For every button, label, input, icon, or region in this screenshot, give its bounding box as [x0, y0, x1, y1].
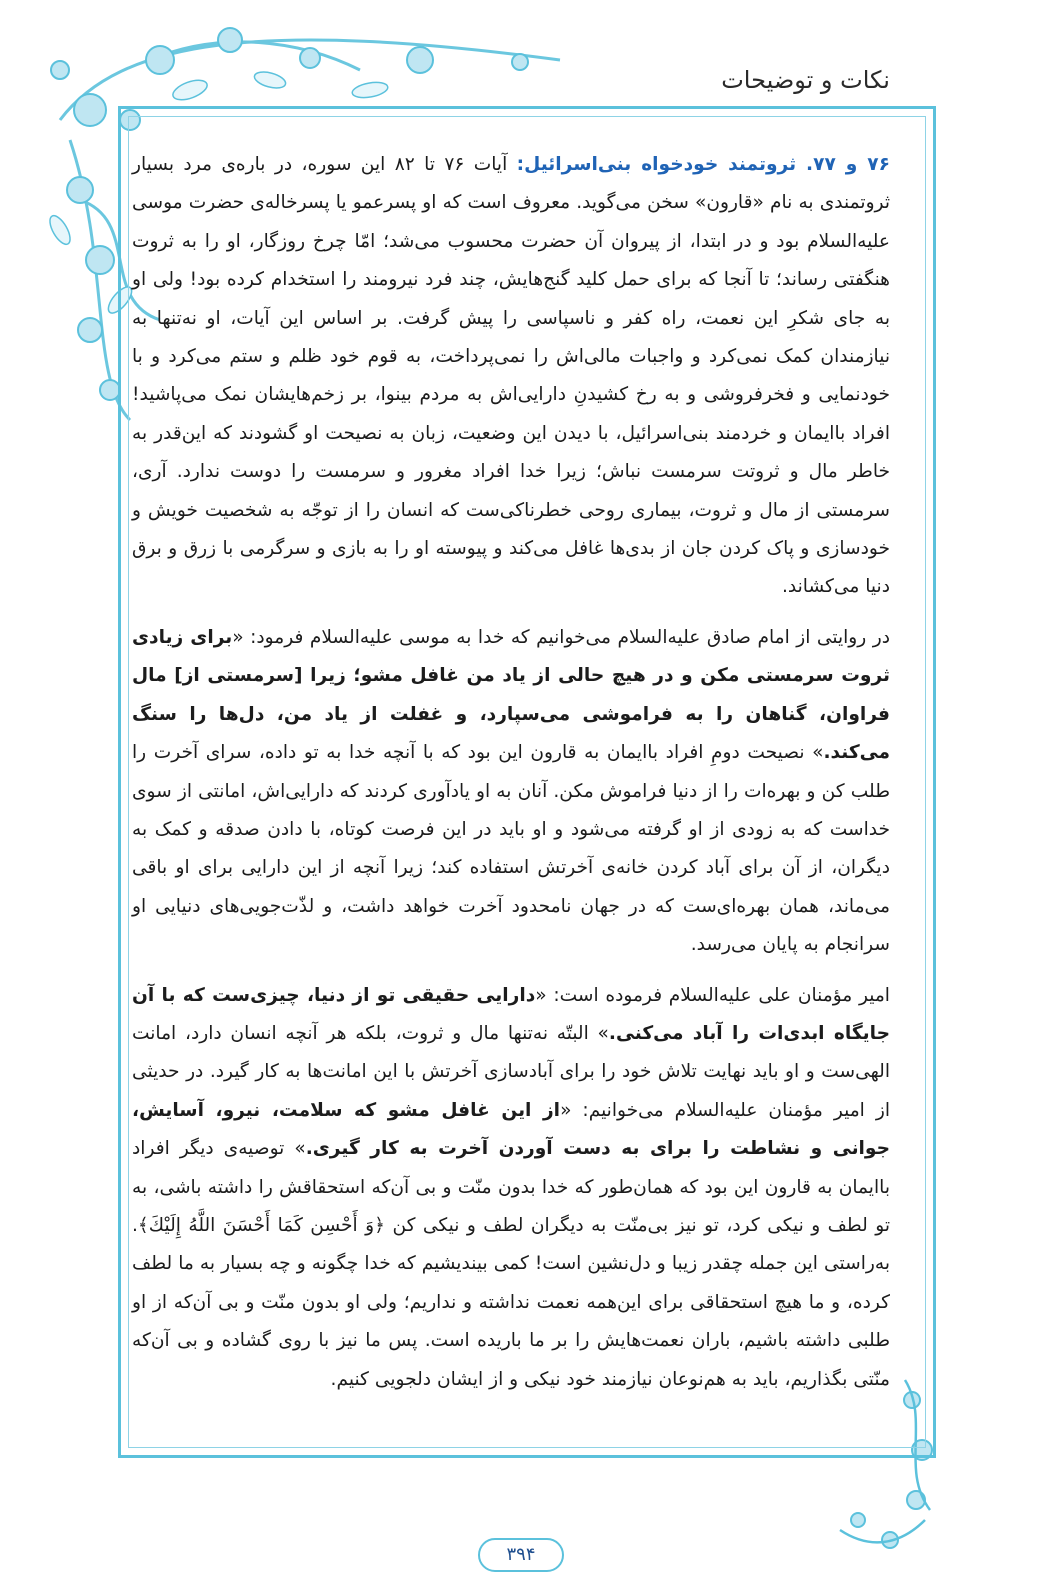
paragraph-1-text: آیات ۷۶ تا ۸۲ این سوره، در باره‌ی مرد بسیار ثروتمندی به نام «قارون» سخن می‌گوید. معروف است که او پسرعمو یا پسرخاله‌ی حضرت موسی علیه‌السلام بود و در ابتدا، از پیروان آن حضرت محسوب می‌شد؛ امّا چرخ روزگار، او را به ثروت هنگفتی رساند؛ تا آنجا که برای حمل کلید گنج‌هایش، چند فرد نیرومند را استخدام کرده بود! ولی او به جای شکرِ این نعمت، راه کفر و ناسپاسی را پیش گرفت. بر اساس این آیات، او نه‌تنها به نیازمندان کمک نمی‌کرد و واجبات مالی‌اش را نمی‌پرداخت، به قوم خود ظلم و ستم می‌کرد و با خودنمایی و فخرفروشی و به رخ کشیدنِ دارایی‌اش به مردم بینوا، بر زخم‌هایشان نمک می‌پاشید! افراد باایمان و خردمند بنی‌اسرائیل، با دیدن این وضعیت، زبان به نصیحت او گشودند که این‌قدر به خاطر مال و ثروتت سرمست نباش؛ زیرا خدا افراد مغرور و سرمست را دوست ندارد. آری، سرمستی از مال و ثروت، بیماری روحی خطرناکی‌ست که انسان را از توجّه به شخصیت خویش و خودسازی و پاک کردن جان از بدی‌ها غافل می‌کند و پیوسته او را به بازی و سرگرمی با زرق و برق دنیا می‌کشاند. [132, 154, 890, 598]
hadith-quote: برای زیادی ثروت سرمستی مکن و در هیچ حالی از یاد من غافل مشو؛ زیرا [سرمستی از] مال فراوان، گناهان را به فراموشی می‌سپارد، و غفلت از یاد من، دل‌ها را سنگ می‌کند. [132, 626, 890, 764]
body-text [132, 146, 890, 1411]
page-title: نکات و توضیحات [721, 66, 890, 94]
paragraph-3-mid: » البتّه نه‌تنها مال و ثروت، بلکه هر آنچه انسان دارد، امانت الهی‌ست و او باید نهایت تلاش خود را برای آبادسازی آخرتش با این امانت‌ها به کار گیرد. در حدیثی از امیر مؤمنان علیه‌السلام می‌خوانیم: « [132, 1022, 890, 1121]
section-heading: ۷۶ و ۷۷. ثروتمند خودخواه بنی‌اسرائیل: [516, 154, 890, 175]
paragraph-3-rest: » توصیه‌ی دیگر افراد باایمان به قارون این بود که همان‌طور که خدا بدون منّت و بی آن‌که استحقاقش را داشته باشی، به تو لطف و نیکی کرد، تو نیز بی‌منّت به دیگران لطف و نیکی کن ﴿وَ أَحْسِن كَمَا أَحْسَنَ اللَّهُ إِلَيْكَ﴾. به‌راستی این جمله چقدر زیبا و دل‌نشین است! کمی بیندیشیم که خدا چگونه و چه بسیار به ما لطف کرده، و ما هیچ استحقاقی برای این‌همه نعمت نداشته و نداریم؛ ولی او بدون منّت و بی آن‌که از او طلبی داشته باشیم، باران نعمت‌هایش را بر ما باریده است. پس ما نیز با روی گشاده و بی آن‌که منّتی بگذاریم، باید به هم‌نوعان نیازمند خود نیکی و از ایشان دلجویی کنیم. [132, 1138, 890, 1390]
paragraph-1 [132, 146, 890, 607]
paragraph-3-intro: امیر مؤمنان علی علیه‌السلام فرموده است: « [535, 984, 890, 1006]
paragraph-2 [132, 619, 890, 965]
paragraph-3 [132, 977, 890, 1399]
paragraph-2-rest: » نصیحت دومِ افراد باایمان به قارون این بود که با آنچه خدا به تو داده، سرای آخرت را طلب کن و بهره‌ات را از دنیا فراموش مکن. آنان به او یادآوری کردند که دارایی‌اش، امانتی از سوی خداست که به زودی از او گرفته می‌شود و او باید در این فرصت کوتاه، با دادن صدقه و کمک به دیگران، از آن برای آباد کردن خانه‌ی آخرتش استفاده کند؛ زیرا آنچه از این دارایی برای او باقی می‌ماند، همان بهره‌ای‌ست که در جهان نامحدود آخرت خواهد داشت، و لذّت‌جویی‌های دنیایی او سرانجام به پایان می‌رسد. [132, 742, 890, 956]
hadith-quote: دارایی حقیقی تو از دنیا، چیزی‌ست که با آن جایگاه ابدی‌ات را آباد می‌کنی. [132, 984, 890, 1044]
hadith-quote: از این غافل مشو که سلامت، نیرو، آسایش، جوانی و نشاطت را برای به دست آوردن آخرت به کار گیری. [132, 1099, 890, 1160]
page-number: ۳۹۴ [478, 1538, 564, 1572]
paragraph-2-intro: در روایتی از امام صادق علیه‌السلام می‌خوانیم که خدا به موسی علیه‌السلام فرمود: « [232, 626, 890, 648]
